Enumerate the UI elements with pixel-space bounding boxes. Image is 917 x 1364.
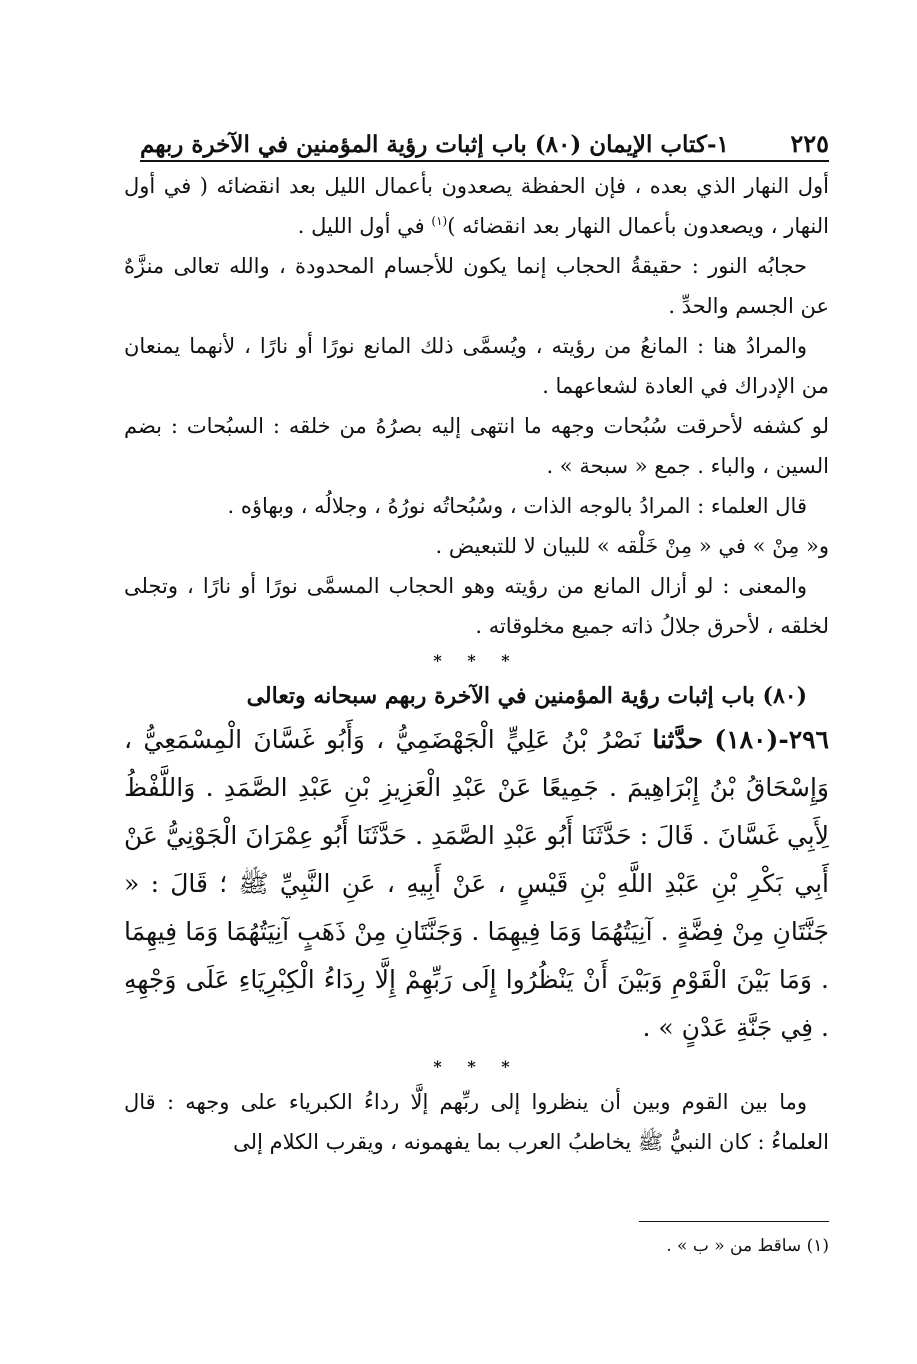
hadith-lead: حدَّثنا: [652, 725, 704, 754]
commentary-paragraph: حجابُه النور : حقيقةُ الحجاب إنما يكون للأجسام المحدودة ، والله تعالى منزَّهٌ عن الجسم والحدِّ .: [124, 254, 829, 318]
commentary-paragraph: و« مِنْ » في « مِنْ خَلْقه » للبيان لا للتبعيض .: [435, 534, 829, 558]
chapter-heading: (٨٠) باب إثبات رؤية المؤمنين في الآخرة ربهم سبحانه وتعالى: [246, 683, 807, 709]
hadith-text-block: [124, 716, 829, 1052]
footnote: (١) ساقط من « ب » .: [666, 1236, 829, 1256]
commentary-paragraph: وما بين القوم وبين أن ينظروا إلى ربِّهم إلَّا رداءُ الكبرياء على وجهه : قال العلماءُ : كان النبيُّ ﷺ يخاطبُ العرب بما يفهمونه ، ويقرب الكلام إلى: [124, 1090, 829, 1154]
header-rule: [140, 160, 829, 162]
commentary-paragraph: قال العلماء : المرادُ بالوجه الذات ، وسُبُحاتُه نورُهُ ، وجلالُه ، وبهاؤه .: [227, 494, 807, 518]
commentary-text-tail: في أول الليل .: [297, 214, 425, 238]
commentary-text: أول النهار الذي بعده ، فإن الحفظة يصعدون بأعمال الليل بعد انقضائه ( في أول النهار ، ويصعدون بأعمال النهار بعد انقضائه ): [124, 174, 829, 238]
footnote-marker: (١): [431, 214, 448, 228]
page-body: [124, 166, 829, 1162]
page-number: ٢٢٥: [790, 129, 829, 158]
hadith-number: ٢٩٦-(١٨٠): [714, 725, 829, 754]
running-header: [140, 118, 829, 158]
commentary-paragraph: [124, 166, 829, 246]
commentary-paragraph: لو كشفه لأحرقت سُبُحات وجهه ما انتهى إليه بصرُهُ من خلقه : السبُحات : بضم السين ، والباء . جمع « سبحة » .: [124, 414, 829, 478]
header-title: ١-كتاب الإيمان (٨٠) باب إثبات رؤية المؤمنين في الآخرة ربهم: [140, 131, 729, 158]
hadith-text: نَصْرُ بْنُ عَلِيٍّ الْجَهْضَمِيُّ ، وَأَبُو غَسَّانَ الْمِسْمَعِيُّ ، وَإِسْحَاقُ بْنُ إِبْرَاهِيمَ . جَمِيعًا عَنْ عَبْدِ الْعَزِيزِ بْنِ عَبْدِ الصَّمَدِ . وَاللَّفْظُ لِأَبِي غَسَّانَ . قَالَ : حَدَّثَنَا أَبُو عَبْدِ الصَّمَدِ . حَدَّثَنَا أَبُو عِمْرَانَ الْجَوْنِيُّ عَنْ أَبِي بَكْرِ بْنِ عَبْدِ اللَّهِ بْنِ قَيْسٍ ، عَنْ أَبِيهِ ، عَنِ النَّبِيِّ ﷺ ؛ قَالَ : « جَنَّتَانِ مِنْ فِضَّةٍ . آنِيَتُهُمَا وَمَا فِيهِمَا . وَجَنَّتَانِ مِنْ ذَهَبٍ آنِيَتُهُمَا وَمَا فِيهِمَا . وَمَا بَيْنَ الْقَوْمِ وَبَيْنَ أَنْ يَنْظُرُوا إِلَى رَبِّهِمْ إِلَّا رِدَاءُ الْكِبْرِيَاءِ عَلَى وَجْهِهِ . فِي جَنَّةِ عَدْنٍ » .: [124, 725, 829, 1042]
footnote-rule: [639, 1221, 829, 1222]
section-separator: * * *: [433, 651, 520, 670]
section-separator: * * *: [433, 1057, 520, 1076]
commentary-paragraph: والمرادُ هنا : المانعُ من رؤيته ، ويُسمَّى ذلك المانع نورًا أو نارًا ، لأنهما يمنعان من الإدراك في العادة لشعاعهما .: [124, 334, 829, 398]
commentary-paragraph: والمعنى : لو أزال المانع من رؤيته وهو الحجاب المسمَّى نورًا أو نارًا ، وتجلى لخلقه ، لأحرق جلالُ ذاته جميع مخلوقاته .: [124, 574, 829, 638]
